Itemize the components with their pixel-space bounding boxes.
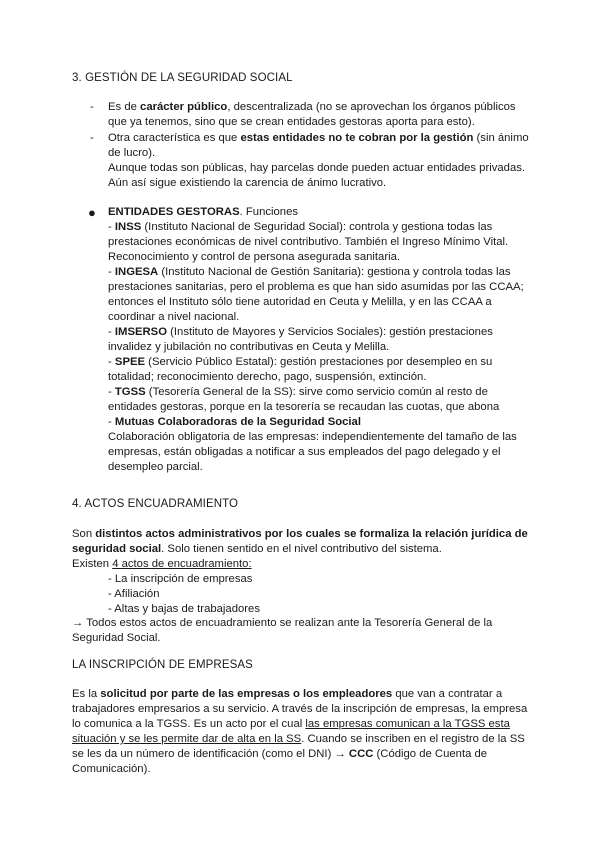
- entity-spee: - SPEE (Servicio Público Estatal): gestión prestaciones por desempleo en su totalidad; reconocimiento derecho, pago, suspensión, extinción.: [108, 356, 493, 383]
- section-3-title: 3. GESTIÓN DE LA SEGURIDAD SOCIAL: [72, 72, 293, 84]
- entities-block: [108, 205, 524, 475]
- entity-ingesa: - INGESA (Instituto Nacional de Gestión Sanitaria): gestiona y controla todas las prestaciones sanitarias, pero el problema es que han sido asumidas por las CCAA; entonces el Instituto sólo tiene autoridad en Ceuta y Melilla, y en las CCAA a coordinar a nivel nacional.: [108, 266, 524, 323]
- list-item: - La inscripción de empresas: [108, 573, 253, 585]
- subheading-inscripcion: LA INSCRIPCIÓN DE EMPRESAS: [72, 659, 253, 671]
- section-4-intro: Son distintos actos administrativos por los cuales se formaliza la relación jurídica de seguridad social. Solo tienen sentido en el nivel contributivo del sistema. Existen 4 actos de encuadramiento:: [72, 528, 528, 570]
- list-dash: -: [90, 101, 94, 113]
- section-3-item-1: Es de carácter público, descentralizada (no se aprovechan los órganos públicos que ya tenemos, sino que se crean entidades gestoras aporta para esto).: [108, 101, 516, 128]
- section-4-title: 4. ACTOS ENCUADRAMIENTO: [72, 498, 239, 510]
- list-item: - Altas y bajas de trabajadores: [108, 603, 260, 615]
- entities-heading: ENTIDADES GESTORAS. Funciones: [108, 206, 299, 218]
- entity-imserso: - IMSERSO (Instituto de Mayores y Servicios Sociales): gestión prestaciones invalidez y jubilación no contributivas en Ceuta y Melilla.: [108, 326, 493, 353]
- acts-note: → Todos estos actos de encuadramiento se realizan ante la Tesorería General de la Seguridad Social.: [72, 617, 493, 644]
- section-3-item-2: Otra característica es que estas entidades no te cobran por la gestión (sin ánimo de lucro). Aunque todas son públicas, hay parcelas donde pueden actuar entidades privadas. Aún así sigue existiendo la carencia de ánimo lucrativo.: [108, 132, 529, 189]
- entity-tgss: - TGSS (Tesorería General de la SS): sirve como servicio común al resto de entidades gestoras, porque en la tesorería se recaudan las cuotas, que abona: [108, 386, 500, 413]
- bullet-icon: ●: [88, 205, 96, 220]
- entity-mutuas: - Mutuas Colaboradoras de la Seguridad Social Colaboración obligatoria de las empresas: independientemente del tamaño de las empresas, están obligadas a notificar a sus empleados del pago delegado y el desempleo parcial.: [108, 416, 517, 473]
- entity-inss: - INSS (Instituto Nacional de Seguridad Social): controla y gestiona todas las prestaciones económicas de nivel contributivo. También el Ingreso Mínimo Vital. Reconocimiento y control de persona asegurada sanitaria.: [108, 221, 509, 263]
- acts-list: [108, 572, 260, 617]
- list-item: - Afiliación: [108, 588, 160, 600]
- list-dash: -: [90, 132, 94, 144]
- inscripcion-paragraph: Es la solicitud por parte de las empresas o los empleadores que van a contratar a trabajadores empresarios a su servicio. A través de la inscripción de empresas, la empresa lo comunica a la TGSS. Es un acto por el cual las empresas comunican a la TGSS esta situación y se les permite dar de alta en la SS. Cuando se inscriben en el registro de la SS se les da un número de identificación (como el DNI) → CCC (Código de Cuenta de Comunicación).: [72, 688, 528, 775]
